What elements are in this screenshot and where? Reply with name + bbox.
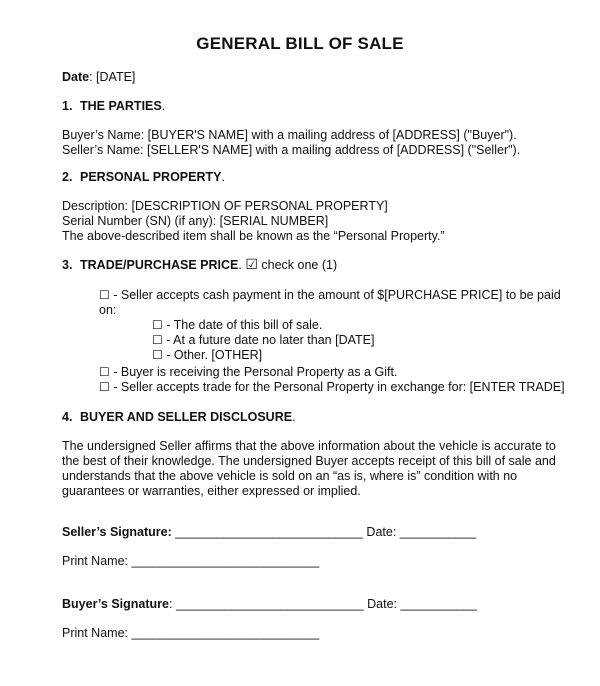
seller-name-line: Seller’s Name: [SELLER'S NAME] with a mailing address of [ADDRESS] ("Seller"). — [62, 143, 521, 157]
print-name-label: Print Name: — [62, 554, 128, 568]
cash-option-continuation: on: — [99, 303, 117, 317]
section-heading: TRADE/PURCHASE PRICE — [80, 258, 239, 272]
checkbox-icon[interactable]: ☐ — [99, 365, 110, 379]
seller-signature-line — [62, 525, 542, 540]
buyer-print-name-line — [62, 626, 542, 641]
cash-sub-options — [152, 318, 600, 363]
cash-option-text: - Seller accepts cash payment in the amount of $[PURCHASE PRICE] to be paid — [109, 288, 561, 302]
print-name-label: Print Name: — [62, 626, 128, 640]
heading-period: . — [221, 170, 225, 184]
disclosure-paragraph — [62, 439, 556, 499]
heading-period: . — [238, 258, 242, 272]
seller-signature-label: Seller’s Signature: — [62, 525, 172, 539]
buyer-signature-line — [62, 597, 542, 612]
checked-box-icon: ☑ — [245, 257, 258, 273]
check-one-text: check one (1) — [261, 258, 338, 272]
seller-print-name-field[interactable]: ___________________________ — [128, 554, 320, 568]
checkbox-icon[interactable]: ☐ — [152, 318, 163, 332]
gift-option: ☐ - Buyer is receiving the Personal Property as a Gift. — [99, 365, 398, 379]
serial-number-line: Serial Number (SN) (if any): [SERIAL NUMBER] — [62, 214, 329, 228]
buyer-name-line: Buyer’s Name: [BUYER'S NAME] with a mailing address of [ADDRESS] ("Buyer"). — [62, 128, 517, 142]
checkbox-icon[interactable]: ☐ — [99, 380, 110, 394]
cash-option — [99, 288, 579, 318]
seller-print-name-line — [62, 554, 542, 569]
section-heading: PERSONAL PROPERTY — [80, 170, 222, 184]
disclosure-line: understands that the above vehicle is sold on an “as is, where is” condition with no — [62, 469, 518, 483]
checkbox-icon[interactable]: ☐ — [99, 288, 110, 302]
document-title: GENERAL BILL OF SALE — [196, 34, 404, 53]
trade-option: ☐ - Seller accepts trade for the Personal Property in exchange for: [ENTER TRADE] — [99, 380, 565, 394]
section-heading: THE PARTIES — [80, 99, 162, 113]
section-parties-heading — [62, 99, 542, 114]
parties-block — [62, 128, 542, 158]
sub-option-other: ☐ - Other. [OTHER] — [152, 348, 263, 362]
checkbox-icon[interactable]: ☐ — [152, 348, 163, 362]
description-line: Description: [DESCRIPTION OF PERSONAL PROPERTY] — [62, 199, 388, 213]
buyer-date-field[interactable]: ___________ — [397, 597, 477, 611]
known-as-line: The above-described item shall be known as the “Personal Property.” — [62, 229, 445, 243]
heading-period: . — [161, 99, 166, 113]
date-label: Date: — [366, 525, 397, 539]
disclosure-line: guarantees or warranties, either expressed or implied. — [62, 484, 361, 498]
section-disclosure-heading — [62, 410, 542, 425]
heading-period: . — [292, 410, 296, 424]
section-number: 4. — [62, 410, 73, 424]
date-label: Date — [62, 70, 90, 84]
seller-signature-field[interactable]: ___________________________ — [171, 525, 367, 539]
section-property-heading — [62, 170, 542, 185]
buyer-print-name-field[interactable]: ___________________________ — [128, 626, 320, 640]
section-price-heading — [62, 258, 542, 273]
disclosure-line: The undersigned Seller affirms that the above information about the vehicle is accurate to — [62, 439, 556, 453]
buyer-signature-colon: : — [168, 597, 173, 611]
section-number: 1. — [62, 99, 73, 113]
date-line — [62, 70, 542, 85]
date-label: Date: — [367, 597, 398, 611]
section-number: 3. — [62, 258, 73, 272]
checkbox-icon[interactable]: ☐ — [152, 333, 163, 347]
disclosure-line: the best of their knowledge. The undersigned Buyer accepts receipt of this bill of sale and — [62, 454, 556, 468]
date-value: : [DATE] — [89, 70, 136, 84]
property-block — [62, 199, 542, 244]
section-heading: BUYER AND SELLER DISCLOSURE — [80, 410, 293, 424]
sub-option-future-date: ☐ - At a future date no later than [DATE] — [152, 333, 375, 347]
buyer-signature-field[interactable]: ___________________________ — [172, 597, 368, 611]
gift-trade-options — [99, 365, 579, 395]
section-number: 2. — [62, 170, 73, 184]
seller-date-field[interactable]: ___________ — [396, 525, 477, 539]
buyer-signature-label: Buyer’s Signature — [62, 597, 169, 611]
sub-option-bill-date: ☐ - The date of this bill of sale. — [152, 318, 323, 332]
